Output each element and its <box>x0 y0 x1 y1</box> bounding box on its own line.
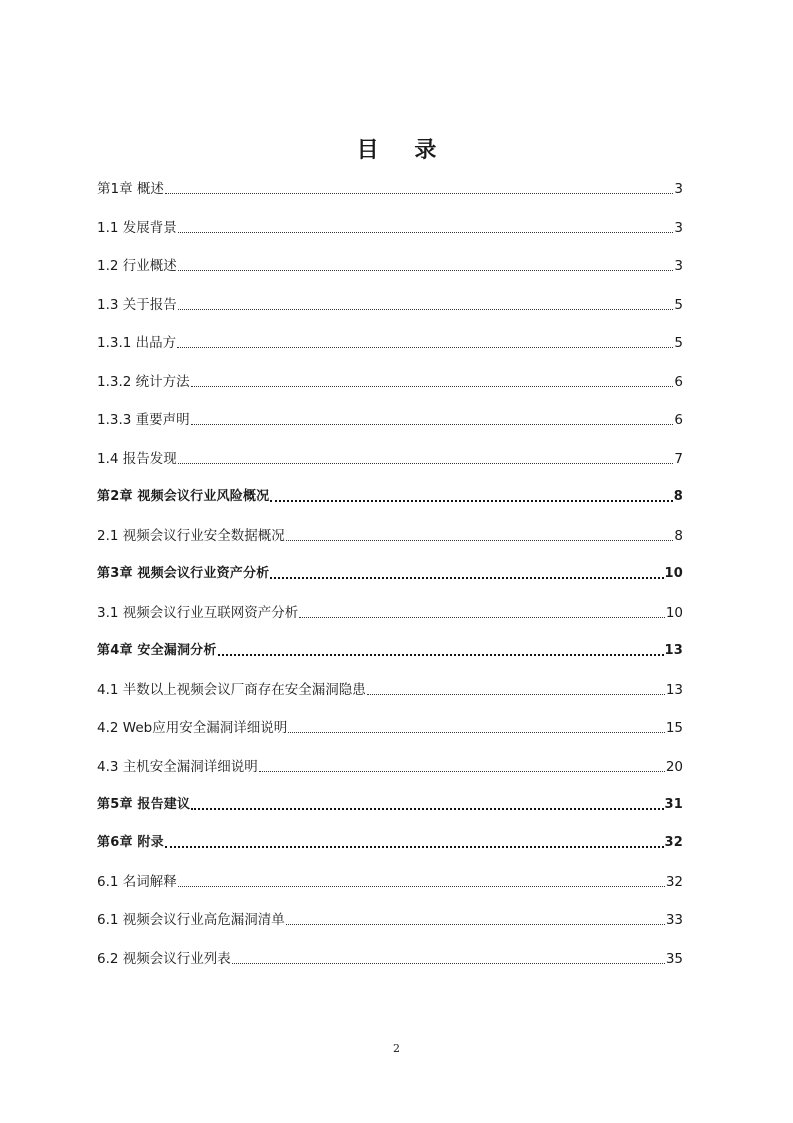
dot-leader <box>367 684 665 695</box>
dot-leader <box>178 876 665 887</box>
toc-entry-label: 4.1 半数以上视频会议厂商存在安全漏洞隐患 <box>97 682 366 698</box>
toc-entry-label: 2.1 视频会议行业安全数据概况 <box>97 528 285 544</box>
toc-entry-6-1[interactable] <box>97 871 683 891</box>
toc-entry-ch4[interactable] <box>97 640 683 660</box>
dot-leader <box>165 836 664 848</box>
toc-entry-page: 32 <box>665 874 683 890</box>
toc-entry-4-2[interactable] <box>97 717 683 737</box>
toc-entry-page: 3 <box>674 220 683 236</box>
toc-title: 目 录 <box>356 137 451 163</box>
toc-entry-1-3[interactable] <box>97 294 683 314</box>
toc-entry-label: 1.2 行业概述 <box>97 258 177 274</box>
dot-leader <box>299 607 665 618</box>
toc-entry-1-3-3[interactable] <box>97 409 683 429</box>
toc-entry-page: 33 <box>665 912 683 928</box>
toc-entry-page: 7 <box>674 451 683 467</box>
toc-entry-label: 第6章 附录 <box>97 835 164 850</box>
toc-entry-page: 15 <box>665 720 683 736</box>
toc-entry-label: 3.1 视频会议行业互联网资产分析 <box>97 605 299 621</box>
toc-entry-page: 13 <box>665 682 683 698</box>
toc-entry-label: 1.3.2 统计方法 <box>97 374 190 390</box>
toc-entry-6-2[interactable] <box>97 948 683 968</box>
toc-entry-label: 6.2 视频会议行业列表 <box>97 951 231 967</box>
dot-leader <box>270 567 663 579</box>
dot-leader <box>178 453 674 464</box>
toc-entry-label: 第1章 概述 <box>97 181 164 197</box>
dot-leader <box>270 490 672 502</box>
table-of-contents <box>97 0 683 1000</box>
dot-leader <box>259 761 665 772</box>
toc-entry-page: 8 <box>674 528 683 544</box>
toc-entry-page: 8 <box>673 489 683 504</box>
dot-leader <box>191 376 674 387</box>
toc-entry-label: 1.1 发展背景 <box>97 220 177 236</box>
toc-entry-page: 3 <box>674 258 683 274</box>
toc-entry-1-4[interactable] <box>97 448 683 468</box>
dot-leader <box>288 722 665 733</box>
toc-entry-ch3[interactable] <box>97 563 683 583</box>
toc-entry-ch6[interactable] <box>97 832 683 852</box>
toc-entry-label: 第5章 报告建议 <box>97 797 191 812</box>
toc-entry-label: 第2章 视频会议行业风险概况 <box>97 489 270 504</box>
toc-entry-label: 1.3.1 出品方 <box>97 335 177 351</box>
dot-leader <box>178 299 674 310</box>
toc-entry-4-3[interactable] <box>97 756 683 776</box>
dot-leader <box>177 337 673 348</box>
dot-leader <box>218 644 664 656</box>
toc-entry-page: 5 <box>674 297 683 313</box>
toc-entry-6-1b[interactable] <box>97 909 683 929</box>
toc-entry-3-1[interactable] <box>97 602 683 622</box>
toc-entry-label: 1.3 关于报告 <box>97 297 177 313</box>
toc-entry-1-3-1[interactable] <box>97 332 683 352</box>
toc-entry-label: 第3章 视频会议行业资产分析 <box>97 566 270 581</box>
toc-entry-label: 6.1 名词解释 <box>97 874 177 890</box>
toc-entry-page: 5 <box>674 335 683 351</box>
toc-entry-ch5[interactable] <box>97 794 683 814</box>
toc-entry-ch2[interactable] <box>97 486 683 506</box>
dot-leader <box>165 183 674 194</box>
toc-entry-label: 4.3 主机安全漏洞详细说明 <box>97 759 258 775</box>
toc-entry-label: 1.4 报告发现 <box>97 451 177 467</box>
page-number: 2 <box>393 1042 400 1055</box>
dot-leader <box>191 798 663 810</box>
dot-leader <box>286 914 665 925</box>
toc-entry-page: 10 <box>665 605 683 621</box>
toc-entry-label: 第4章 安全漏洞分析 <box>97 643 217 658</box>
toc-entry-page: 6 <box>674 374 683 390</box>
toc-entry-label: 1.3.3 重要声明 <box>97 412 190 428</box>
dot-leader <box>286 530 674 541</box>
dot-leader <box>191 414 674 425</box>
toc-entry-page: 32 <box>664 835 683 850</box>
toc-entry-2-1[interactable] <box>97 525 683 545</box>
toc-entry-ch1[interactable] <box>97 178 683 198</box>
toc-entry-page: 31 <box>664 797 683 812</box>
toc-entry-page: 6 <box>674 412 683 428</box>
toc-entry-1-2[interactable] <box>97 255 683 275</box>
toc-entry-1-1[interactable] <box>97 217 683 237</box>
toc-entry-label: 4.2 Web应用安全漏洞详细说明 <box>97 720 288 736</box>
dot-leader <box>232 953 665 964</box>
dot-leader <box>178 222 674 233</box>
toc-entry-page: 35 <box>665 951 683 967</box>
toc-entry-1-3-2[interactable] <box>97 371 683 391</box>
toc-entry-page: 3 <box>674 181 683 197</box>
toc-entry-label: 6.1 视频会议行业高危漏洞清单 <box>97 912 285 928</box>
toc-entry-page: 13 <box>664 643 683 658</box>
toc-entry-4-1[interactable] <box>97 679 683 699</box>
dot-leader <box>178 260 674 271</box>
toc-entry-page: 20 <box>665 759 683 775</box>
toc-entry-page: 10 <box>664 566 683 581</box>
